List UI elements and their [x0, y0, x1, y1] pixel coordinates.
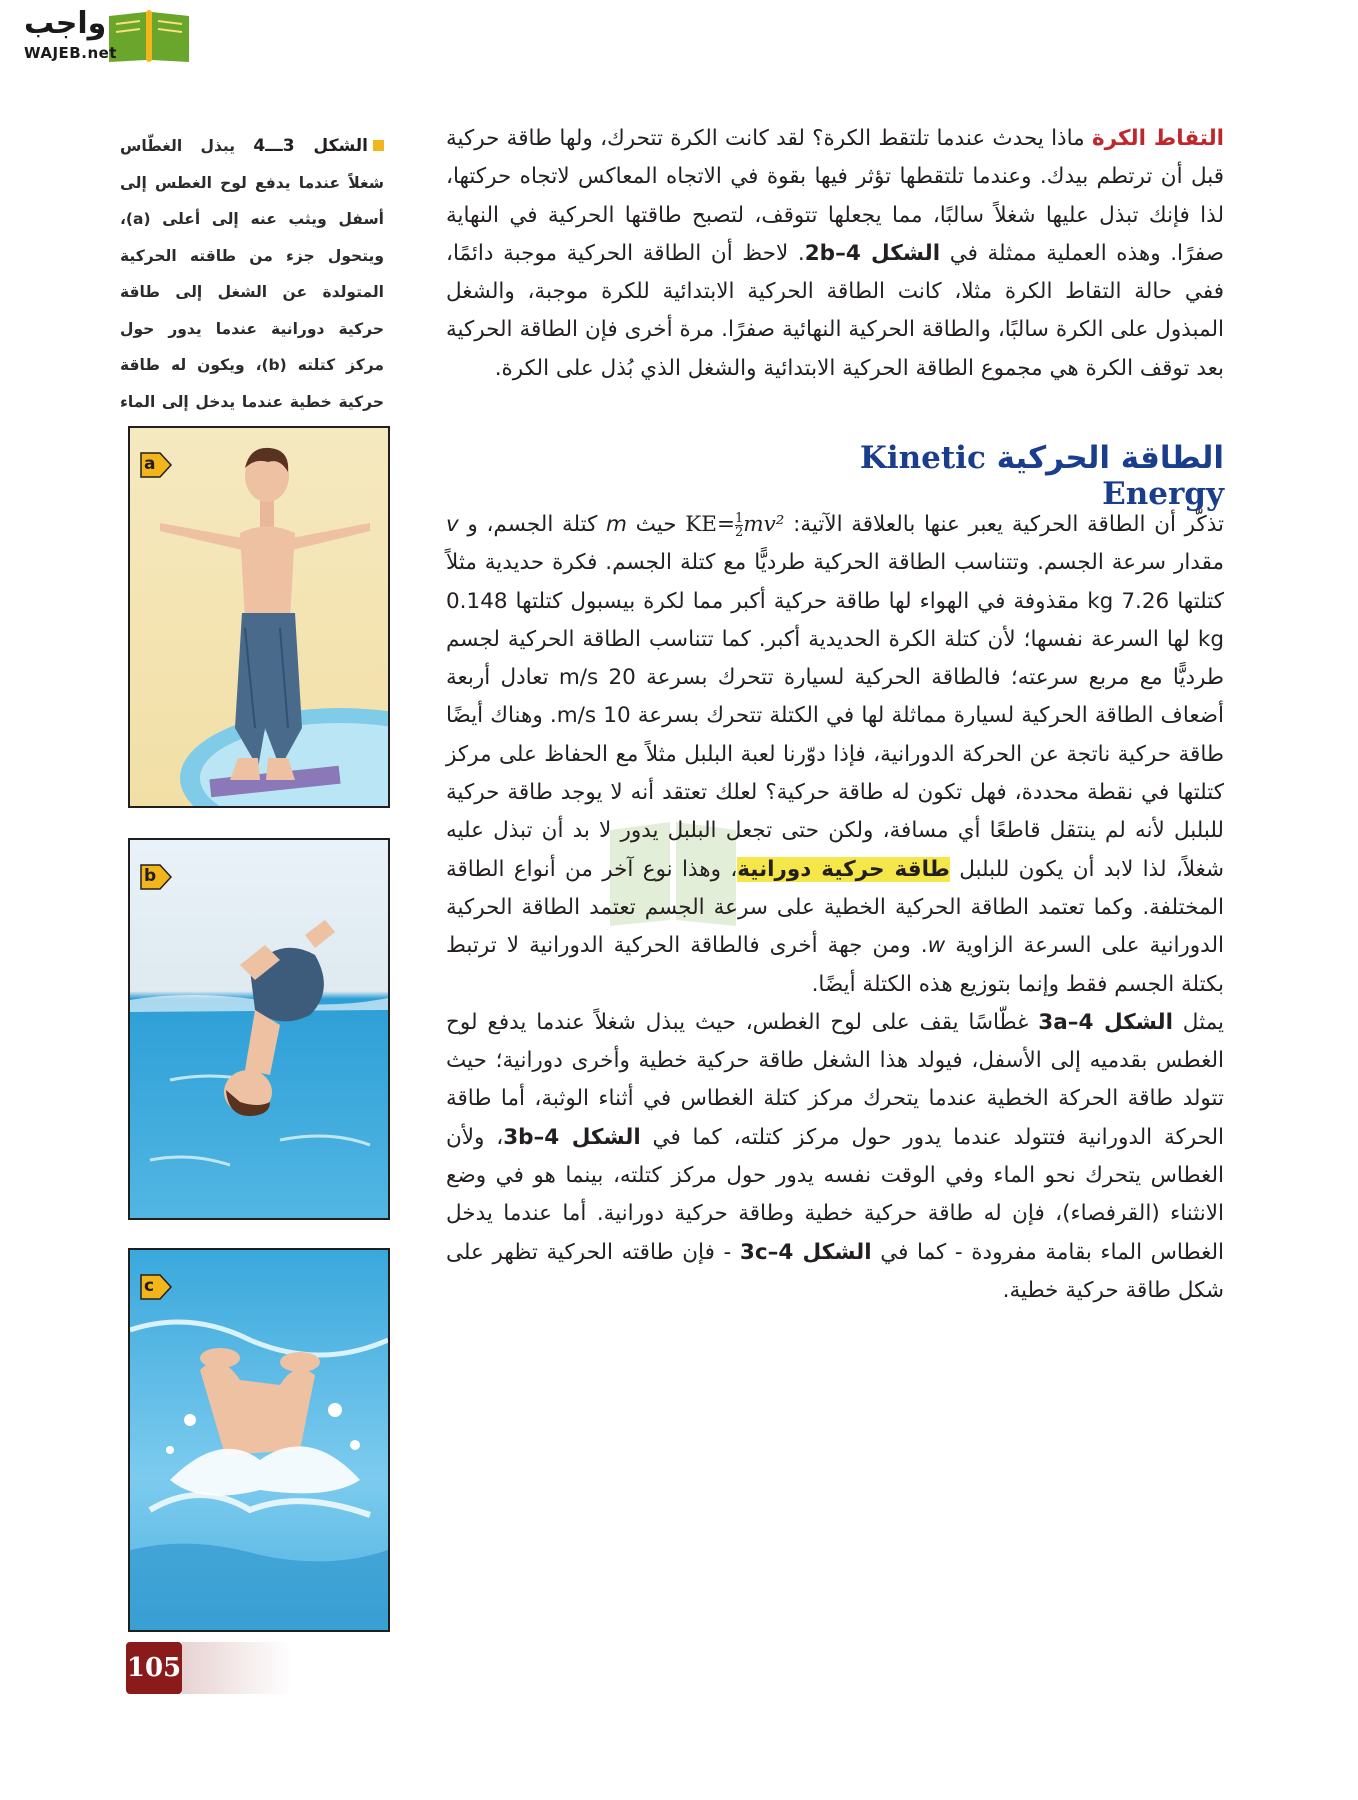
figure-b-label: b [144, 866, 157, 886]
figure-reference: الشكل 3a–4 [1038, 1009, 1173, 1035]
paragraph-text: يمثل [1172, 1009, 1224, 1035]
page-number-shadow [182, 1642, 292, 1694]
figure-reference: الشكل 3b–4 [503, 1124, 641, 1150]
fraction-denominator: 2 [734, 524, 744, 540]
fraction-numerator: 1 [734, 510, 744, 526]
heading-english: Kinetic Energy [859, 440, 1224, 512]
paragraph-text: كتلة الجسم، و [458, 512, 607, 537]
figure-a [128, 426, 390, 808]
symbol-w: w [927, 933, 946, 959]
paragraph-text: - فإن طاقته الحركية تظهر على شكل طاقة حركية خطية. [446, 1239, 1224, 1303]
figure-c [128, 1248, 390, 1632]
symbol-v: v [446, 512, 459, 537]
formula-lhs: KE= [685, 512, 735, 537]
lead-term: التقاط الكرة [1091, 126, 1225, 151]
paragraph-text: غطّاسًا يقف على لوح الغطس، حيث يبذل شغلاً عندما يدفع لوح الغطس بقدميه إلى الأسفل، فيولد هذا الشغل طاقة حركية خطية وأخرى دورانية؛ حيث تتولد طاقة الحركة الخطية عندما يتحرك مركز كتلة الغطاس في أثناء الوثبة، أما طاقة الحركة الدورانية فتتولد عندما يدور حول مركز كتلته، كما في [446, 1009, 1224, 1150]
figure-reference: الشكل 3c–4 [739, 1239, 872, 1265]
kinetic-energy-section [446, 506, 1224, 1310]
figure-b [128, 838, 390, 1220]
diver-standing-illustration [130, 428, 388, 806]
caption-figure-ref: الشكل 3ـــ4 [253, 136, 368, 156]
site-logo[interactable] [10, 4, 190, 66]
book-icon [106, 6, 192, 64]
figure-reference: الشكل 2b–4 [804, 240, 941, 266]
paragraph-kinetic-energy [446, 506, 1224, 1004]
logo-arabic-text: واجب [24, 6, 107, 41]
figure-c-label: c [144, 1276, 155, 1296]
diver-entering-water-illustration [130, 1250, 388, 1630]
diver-rotating-illustration [130, 840, 388, 1218]
heading-arabic: الطاقة الحركية [996, 440, 1224, 476]
caption-bullet-icon [373, 140, 384, 151]
paragraph-text: . ومن جهة أخرى فالطاقة الحركية الدورانية لا ترتبط بكتلة الجسم فقط وإنما بتوزيع هذه الكتلة أيضًا. [446, 933, 1224, 997]
symbol-m: m [606, 512, 627, 537]
paragraph-text: ، وهذا نوع آخر من أنواع الطاقة المختلفة. وكما تعتمد الطاقة الحركية الخطية على سرعة الجسم تعتمد الطاقة الحركية الدورانية على السرعة الزاوية [446, 856, 1224, 959]
formula-rhs: mv² [743, 512, 785, 537]
paragraph-text: ماذا يحدث عندما تلتقط الكرة؟ لقد كانت الكرة تتحرك، ولها طاقة حركية قبل أن ترتطم بيدك. وعندما تلتقطها تؤثر فيها بقوة في الاتجاه المعاكس لاتجاه حركتها، لذا فإنك تبذل عليها شغلاً سالبًا، مما يجعلها تتوقف، لتصبح طاقتها الحركية في النهاية صفرًا. وهذه العملية ممثلة في [446, 126, 1225, 266]
paragraph-text: . لاحظ أن الطاقة الحركية موجبة دائمًا، ففي حالة التقاط الكرة مثلا، كانت الطاقة الحركية الابتدائية للكرة موجبة، والشغل المبذول على الكرة سالبًا، والطاقة الحركية النهائية صفرًا. مرة أخرى فإن الطاقة الحركية بعد توقف الكرة هي مجموع الطاقة الحركية الابتدائية والشغل الذي بُذل على الكرة. [446, 240, 1224, 381]
caption-text: يبذل الغطّاس شغلاً عندما يدفع لوح الغطس إلى أسفل ويثب عنه إلى أعلى (a)، ويتحول جزء من طاقته الحركية المتولدة عن الشغل إلى طاقة حركية دورانية عندما يدور حول مركز كتلته (b)، ويكون له طاقة حركية خطية عندما يدخل إلى الماء [120, 137, 385, 411]
main-text [446, 120, 1224, 388]
page-number: 105 [126, 1642, 182, 1694]
logo-english-text: WAJEB.net [24, 44, 117, 62]
paragraph-text: مقدار سرعة الجسم. وتتناسب الطاقة الحركية طرديًّا مع كتلة الجسم. فكرة حديدية مثلاً كتلتها 7.26 kg مقذوفة في الهواء لها طاقة حركية أكبر مما لكرة بيسبول كتلتها 0.148 kg لها السرعة نفسها؛ لأن كتلة الكرة الحديدية أكبر. كما تتناسب الطاقة الحركية لجسم طرديًّا مع مربع سرعته؛ فالطاقة الحركية لسيارة تتحرك بسرعة 20 m/s تعادل أربعة أضعاف الطاقة الحركية لسيارة مماثلة لها في الكتلة تتحرك بسرعة 10 m/s. وهناك أيضًا طاقة حركية ناتجة عن الحركة الدورانية، فإذا دوّرنا لعبة البلبل مثلاً مع الحفاظ على مركز كتلتها في نقطة محددة، فهل تكون له طاقة حركية؟ لعلك تعتقد أنه لا يوجد طاقة حركية للبلبل لأنه لم ينتقل قاطعًا أي مسافة، ولكن حتى تجعل البلبل يدور لا بد أن تبذل عليه شغلاً، لذا لابد أن يكون للبلبل [446, 550, 1225, 882]
paragraph-text: تذكّر أن الطاقة الحركية يعبر عنها بالعلاقة الآتية: [784, 512, 1225, 537]
highlighted-term: طاقة حركية دورانية [737, 856, 950, 882]
section-heading [760, 440, 1224, 512]
paragraph-text: حيث [626, 512, 686, 537]
ke-formula [685, 510, 785, 540]
figure-caption [120, 128, 384, 457]
figure-a-label: a [144, 454, 156, 474]
paragraph-catching-ball [446, 120, 1224, 388]
paragraph-diver [446, 1004, 1224, 1310]
paragraph-text: ، ولأن الغطاس يتحرك نحو الماء وفي الوقت نفسه يدور حول مركز كتلته، بينما هو في وضع الانثناء (القرفصاء)، فإن له طاقة حركية خطية وطاقة حركية دورانية. أما عندما يدخل الغطاس الماء بقامة مفرودة - كما في [446, 1124, 1224, 1265]
